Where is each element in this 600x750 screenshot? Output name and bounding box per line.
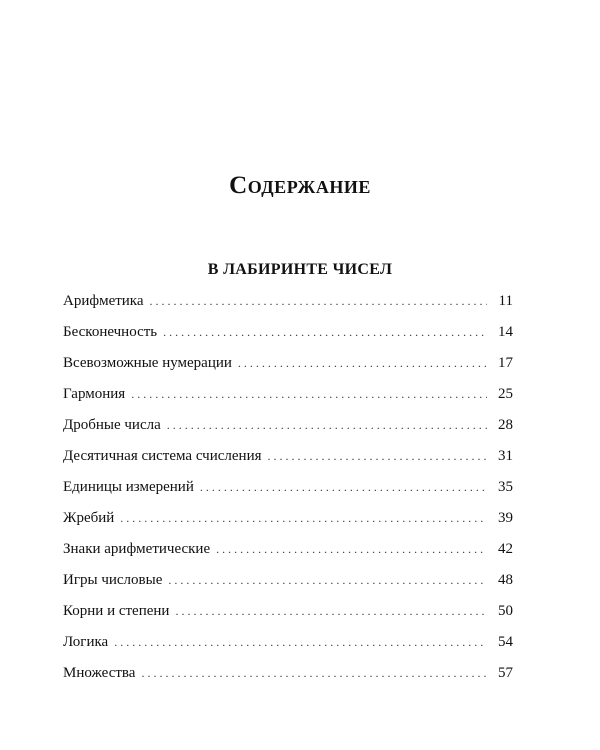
toc-entry-title: Игры числовые: [63, 572, 163, 588]
toc-page-number: 14: [498, 324, 513, 340]
toc-page-number: 25: [498, 386, 513, 402]
toc-dot-leader: [114, 627, 487, 658]
toc-page-number: 57: [498, 665, 513, 681]
toc-entry-title: Арифметика: [63, 293, 144, 309]
page-title: Содержание: [229, 172, 371, 199]
toc-entry: [63, 565, 513, 596]
toc-entry-title: Единицы измерений: [63, 479, 194, 495]
toc-page-number: 54: [498, 634, 513, 650]
section-title: В ЛАБИРИНТЕ ЧИСЕЛ: [207, 261, 393, 278]
toc-dot-leader: [131, 379, 487, 410]
toc-page-number: 35: [498, 479, 513, 495]
toc-entry: [63, 472, 513, 503]
toc-dot-leader: [168, 565, 487, 596]
toc-entry: [63, 596, 513, 627]
toc-dot-leader: [167, 410, 487, 441]
toc-dot-leader: [268, 441, 487, 472]
toc-entry: [63, 348, 513, 379]
toc-entry-title: Логика: [63, 634, 109, 650]
toc-entry: [63, 379, 513, 410]
toc-page-number: 28: [498, 417, 513, 433]
toc-entry: [63, 441, 513, 472]
toc-page-number: 48: [498, 572, 513, 588]
toc-page-number: 31: [498, 448, 513, 464]
toc-entry: [63, 317, 513, 348]
toc-dot-leader: [200, 472, 487, 503]
table-of-contents: [63, 286, 513, 689]
toc-dot-leader: [163, 317, 487, 348]
toc-dot-leader: [216, 534, 487, 565]
toc-entry: [63, 503, 513, 534]
toc-dot-leader: [120, 503, 487, 534]
toc-entry-title: Гармония: [63, 386, 126, 402]
toc-page-number: 50: [498, 603, 513, 619]
toc-entry: [63, 410, 513, 441]
toc-entry-title: Жребий: [63, 510, 115, 526]
toc-page-number: 11: [498, 293, 513, 309]
toc-entry-title: Корни и степени: [63, 603, 170, 619]
toc-entry-title: Всевозможные нумерации: [63, 355, 232, 371]
toc-page-number: 42: [498, 541, 513, 557]
toc-entry: [63, 627, 513, 658]
toc-page-number: 17: [498, 355, 513, 371]
toc-page-number: 39: [498, 510, 513, 526]
toc-entry-title: Бесконечность: [63, 324, 158, 340]
toc-entry-title: Множества: [63, 665, 136, 681]
toc-entry: [63, 658, 513, 689]
toc-dot-leader: [238, 348, 487, 379]
toc-entry-title: Дробные числа: [63, 417, 161, 433]
toc-entry-title: Знаки арифметические: [63, 541, 211, 557]
toc-dot-leader: [150, 286, 487, 317]
toc-entry: [63, 534, 513, 565]
toc-entry: [63, 286, 513, 317]
toc-dot-leader: [141, 658, 487, 689]
toc-entry-title: Десятичная система счисления: [63, 448, 262, 464]
toc-dot-leader: [175, 596, 487, 627]
